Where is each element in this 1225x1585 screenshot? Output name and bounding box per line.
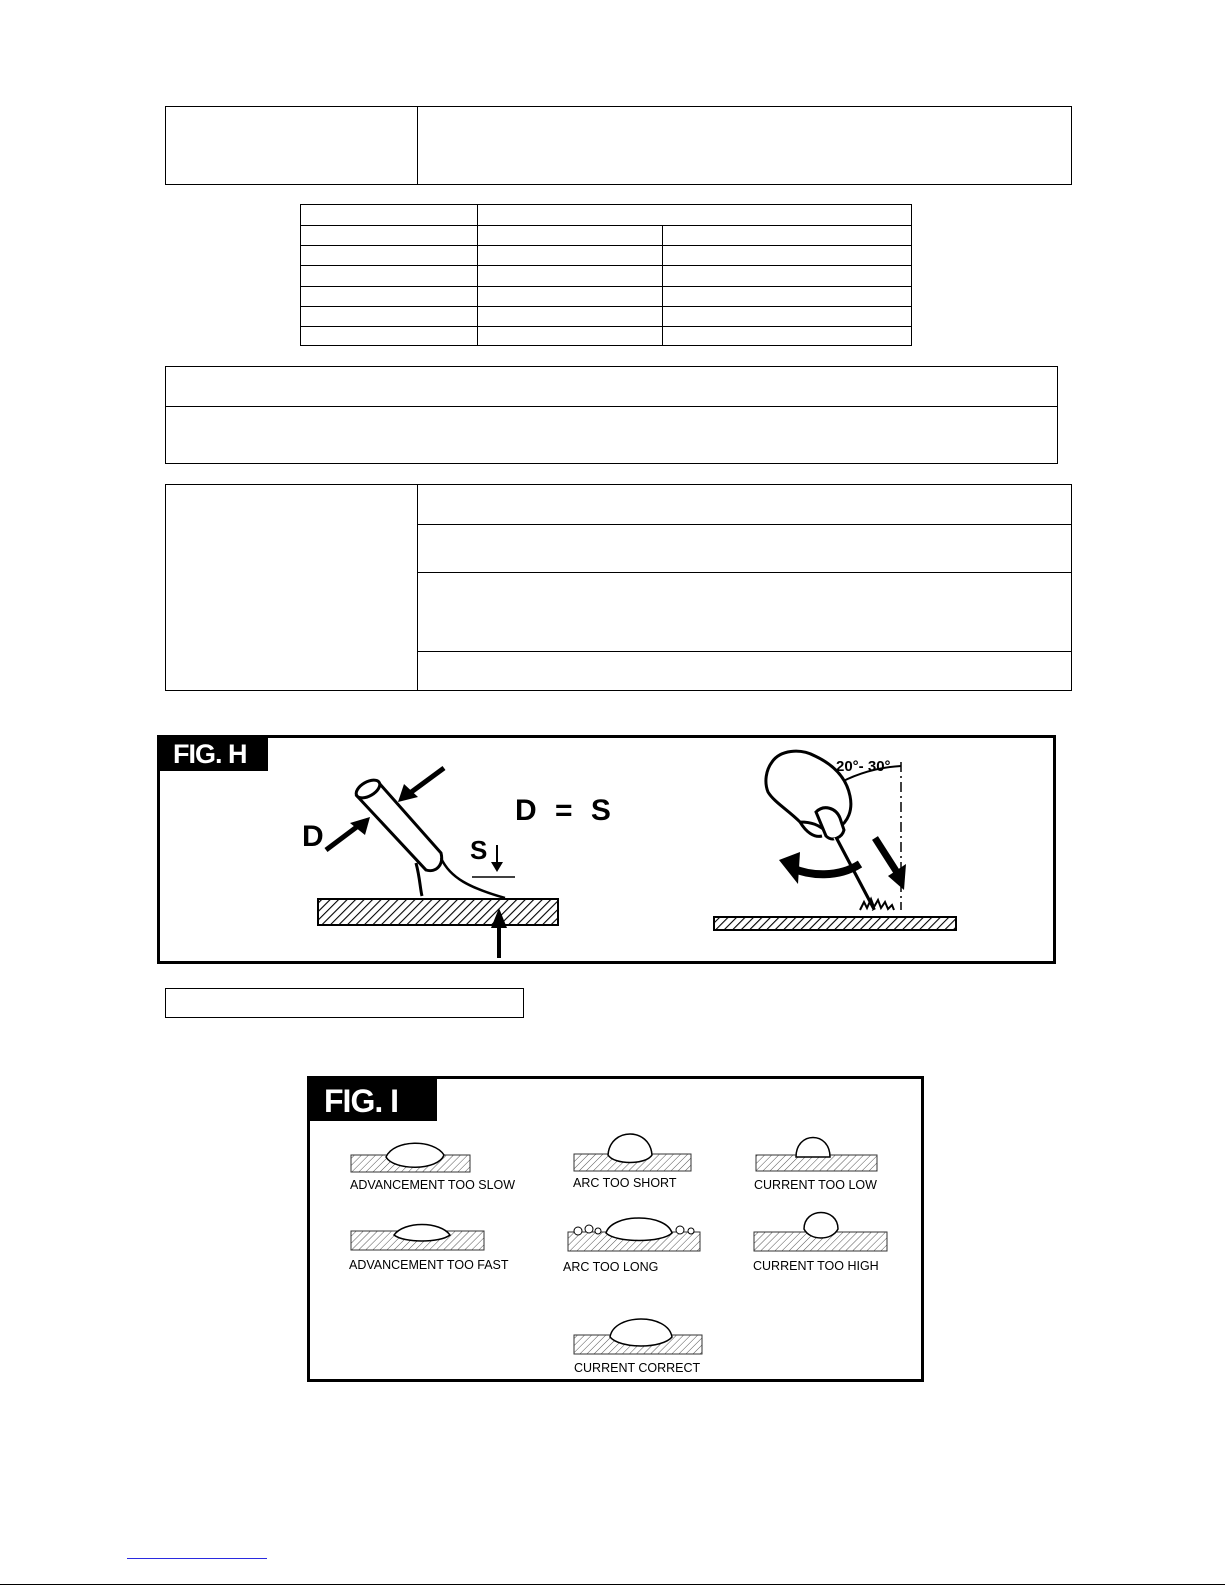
figure-h-label: FIG. H	[160, 738, 268, 771]
bead-current-too-low	[756, 1138, 877, 1172]
bead-current-too-high	[754, 1213, 887, 1252]
figure-h	[157, 735, 1056, 964]
caption-advancement-too-slow: ADVANCEMENT TOO SLOW	[350, 1178, 516, 1192]
table-3	[165, 366, 1058, 464]
label-d: D	[302, 820, 324, 853]
label-s: S	[470, 835, 488, 865]
table-4	[165, 484, 1072, 691]
caption-current-too-high: CURRENT TOO HIGH	[753, 1259, 879, 1273]
table-2	[300, 204, 912, 346]
caption-box	[165, 988, 524, 1018]
caption-current-too-low: CURRENT TOO LOW	[754, 1178, 877, 1192]
weld-bead-diagrams	[310, 1079, 921, 1379]
bead-arc-too-short	[574, 1134, 691, 1171]
figure-i-label: FIG. I	[310, 1079, 437, 1121]
bead-advancement-too-fast	[351, 1225, 484, 1251]
table-1	[165, 106, 1072, 185]
electrode-angle-diagram	[160, 738, 1053, 961]
footer-link-underline[interactable]	[127, 1558, 267, 1559]
caption-arc-too-long: ARC TOO LONG	[563, 1260, 659, 1274]
caption-advancement-too-fast: ADVANCEMENT TOO FAST	[349, 1258, 509, 1272]
figure-i	[307, 1076, 924, 1382]
angle-label: 20°- 30°	[836, 758, 891, 775]
bead-advancement-too-slow	[351, 1143, 470, 1172]
bead-arc-too-long	[568, 1218, 700, 1251]
workpiece-plate-2	[714, 917, 956, 930]
bead-current-correct	[574, 1319, 702, 1354]
caption-arc-too-short: ARC TOO SHORT	[573, 1176, 677, 1190]
caption-current-correct: CURRENT CORRECT	[574, 1361, 701, 1375]
formula-d-equals-s: D = S	[515, 794, 611, 827]
